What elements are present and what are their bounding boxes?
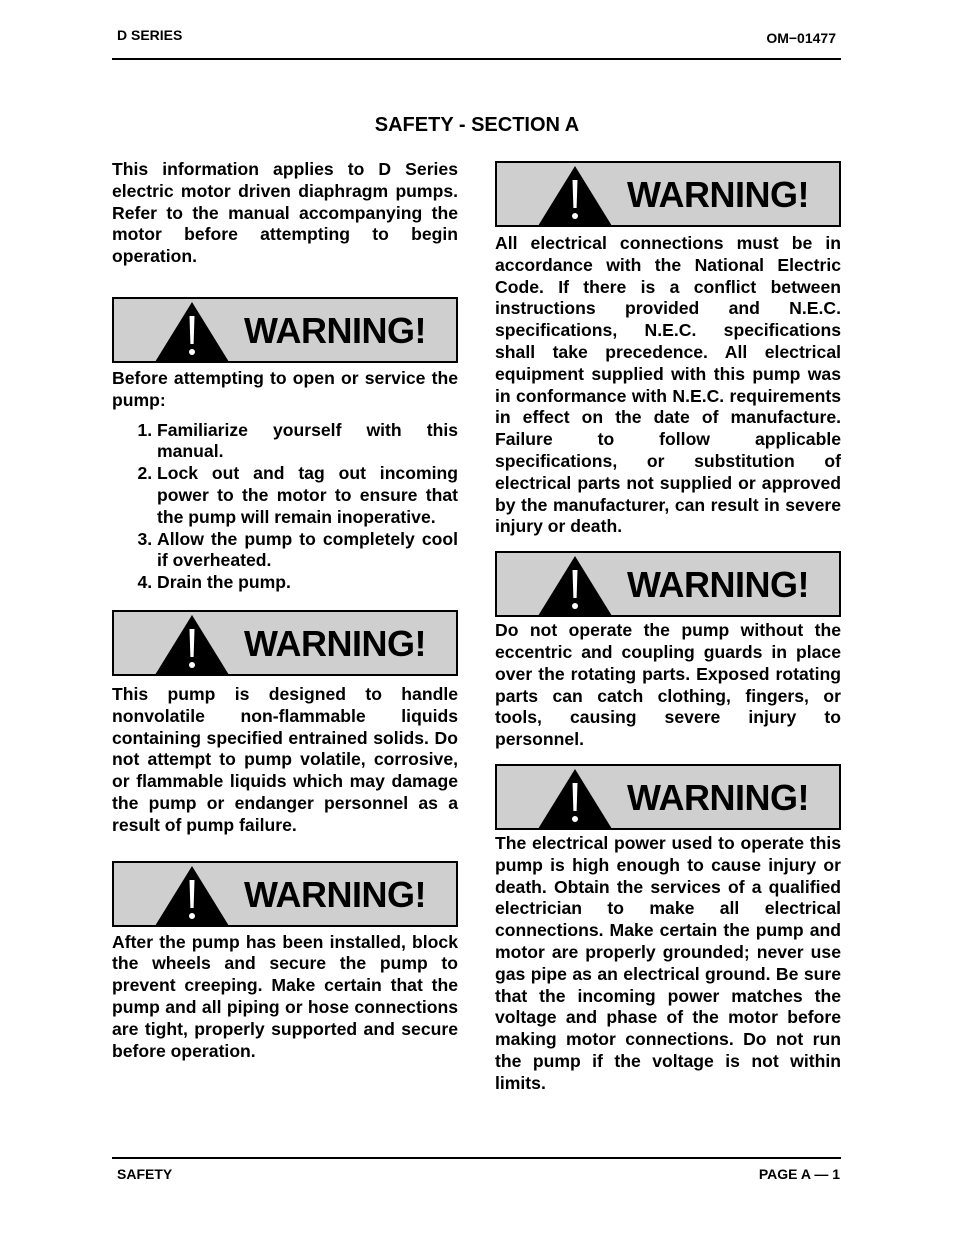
left-column	[112, 159, 458, 1062]
exclamation-triangle-icon	[537, 768, 613, 830]
list-item: 1. Familiarize yourself with this manual.	[157, 420, 458, 464]
footer-section: SAFETY	[117, 1166, 173, 1182]
warning-label: WARNING!	[244, 622, 426, 664]
warning-label: WARNING!	[627, 564, 809, 606]
list-item: 4. Drain the pump.	[157, 572, 458, 594]
warning-banner	[495, 764, 841, 830]
warning-text: After the pump has been installed, block the wheels and secure the pump to prevent creeping. Make certain that the pump and all piping or hose connections are tight, properly supported and secure before operation.	[112, 931, 458, 1061]
list-item: 3. Allow the pump to completely cool if overheated.	[157, 529, 458, 573]
warning-banner	[112, 610, 458, 676]
header-doc-number: OM−01477	[766, 30, 836, 46]
warning-banner	[112, 861, 458, 927]
exclamation-triangle-icon	[154, 301, 230, 363]
right-column	[495, 161, 841, 1095]
warning-text: Do not operate the pump without the eccentric and coupling guards in place over the rotating parts. Exposed rotating parts can catch clothing, fingers, or tools, causing severe injury to personnel.	[495, 620, 841, 750]
exclamation-triangle-icon	[154, 865, 230, 927]
warning-banner	[495, 551, 841, 617]
exclamation-triangle-icon	[154, 614, 230, 676]
page-title: SAFETY - SECTION A	[374, 114, 580, 136]
header-rule	[112, 58, 841, 60]
footer-rule	[112, 1157, 841, 1159]
exclamation-triangle-icon	[537, 555, 613, 617]
exclamation-triangle-icon	[537, 165, 613, 227]
intro-paragraph: This information applies to D Series electric motor driven diaphragm pumps. Refer to the manual accompanying the motor before attempting to begin operation.	[112, 159, 458, 267]
list-item: 2. Lock out and tag out incoming power to the motor to ensure that the pump will remain inoperative.	[157, 463, 458, 528]
warning-label: WARNING!	[627, 776, 809, 818]
header-series: D SERIES	[117, 27, 183, 43]
footer-page-number: PAGE A — 1	[758, 1166, 840, 1182]
warning-label: WARNING!	[627, 174, 809, 215]
service-steps-list	[112, 420, 458, 594]
warning-label: WARNING!	[244, 873, 426, 915]
warning-banner	[112, 297, 458, 363]
warning-text: Before attempting to open or service the pump:	[112, 367, 458, 410]
warning-text: The electrical power used to operate this pump is high enough to cause injury or death. Obtain the services of a qualified electrician to make all electrical connections. Make certain the pump and motor are properly grounded; never use gas pipe as an electrical ground. Be sure that the incoming power matches the voltage and phase of the motor before making motor connections. Do not run the pump if the voltage is not within limits.	[495, 832, 841, 1093]
warning-text: This pump is designed to handle nonvolatile non-flammable liquids containing specified entrained solids. Do not attempt to pump volatile, corrosive, or flammable liquids which may damage the pump or endanger personnel as a result of pump failure.	[112, 683, 458, 835]
warning-label: WARNING!	[244, 309, 426, 351]
warning-banner	[495, 161, 841, 227]
warning-text: All electrical connections must be in accordance with the National Electric Code. If there is a conflict between instructions provided and N.E.C. specifications, N.E.C. specifications shall take precedence. All electrical equipment supplied with this pump was in conformance with N.E.C. requirements in effect on the date of manufacture. Failure to follow applicable specifications, or substitution of electrical parts not supplied or approved by the manufacturer, can result in severe injury or death.	[495, 233, 841, 537]
